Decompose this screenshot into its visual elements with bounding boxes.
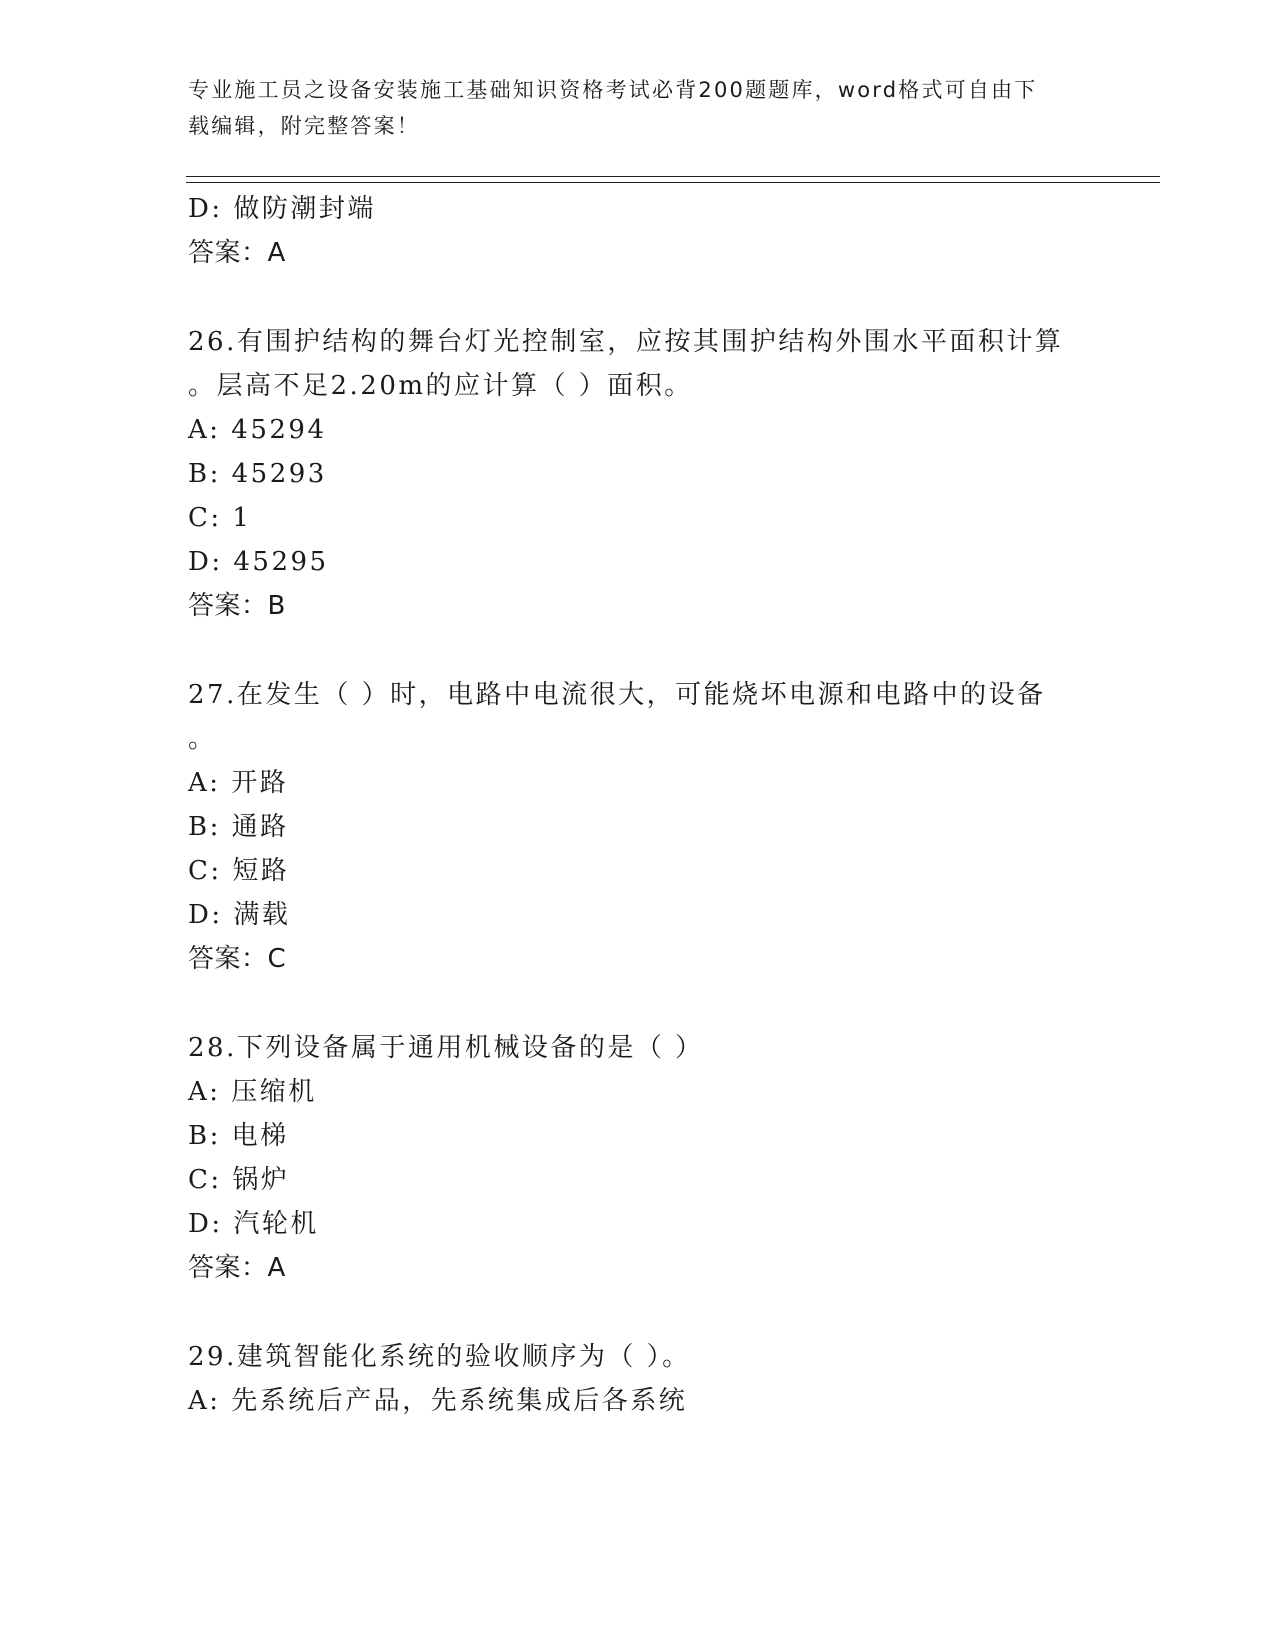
q26-option-d: D: 45295 xyxy=(188,547,329,577)
q29-stem-line-1: 29.建筑智能化系统的验收顺序为（ ）。 xyxy=(188,1342,691,1372)
q26-option-b: B: 45293 xyxy=(188,459,327,489)
q28-option-a: A: 压缩机 xyxy=(188,1077,317,1107)
q29-option-a: A: 先系统后产品，先系统集成后各系统 xyxy=(188,1386,688,1416)
q26-answer: 答案：B xyxy=(188,591,286,621)
q26-option-c: C: 1 xyxy=(188,503,252,533)
q27-stem-line-2: 。 xyxy=(188,724,217,754)
q26-stem-line-2: 。层高不足2.20m的应计算（ ）面积。 xyxy=(188,371,693,401)
document-header: 专业施工员之设备安装施工基础知识资格考试必背200题题库，word格式可自由下载编辑，附完整答案！ xyxy=(188,78,1038,138)
q27-option-c: C: 短路 xyxy=(188,856,290,886)
q27-option-a: A: 开路 xyxy=(188,768,289,798)
q27-answer: 答案：C xyxy=(188,944,287,974)
q25-option-d: D: 做防潮封端 xyxy=(188,194,376,224)
q28-option-d: D: 汽轮机 xyxy=(188,1209,319,1239)
q28-option-b: B: 电梯 xyxy=(188,1121,289,1151)
q25-answer: 答案：A xyxy=(188,238,286,268)
header-rule-bottom xyxy=(186,182,1160,183)
q28-stem-line-1: 28.下列设备属于通用机械设备的是（ ） xyxy=(188,1033,704,1063)
q28-answer: 答案：A xyxy=(188,1253,286,1283)
q27-option-d: D: 满载 xyxy=(188,900,291,930)
header-rule-top xyxy=(186,176,1160,177)
q27-stem-line-1: 27.在发生（ ）时，电路中电流很大，可能烧坏电源和电路中的设备 xyxy=(188,680,1046,710)
q26-stem-line-1: 26.有围护结构的舞台灯光控制室，应按其围护结构外围水平面积计算 xyxy=(188,327,1064,357)
q28-option-c: C: 锅炉 xyxy=(188,1165,290,1195)
q27-option-b: B: 通路 xyxy=(188,812,289,842)
q26-option-a: A: 45294 xyxy=(188,415,327,445)
